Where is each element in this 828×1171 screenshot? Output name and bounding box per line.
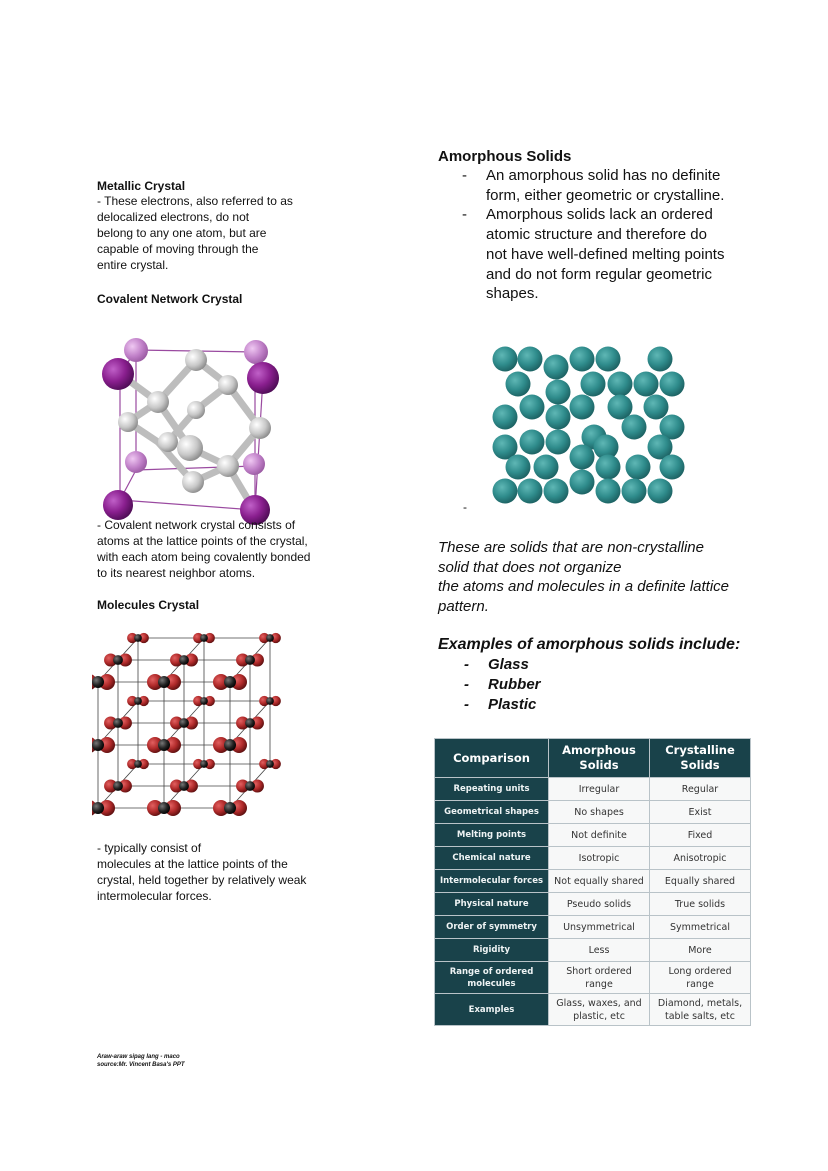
cell-text: table salts, etc (665, 1010, 735, 1022)
row-label (435, 870, 549, 893)
text-line: These are solids that are non-crystalline (438, 539, 704, 556)
crystalline-value (650, 778, 751, 801)
cell-text: Irregular (578, 783, 620, 795)
amorphous-value (549, 778, 650, 801)
amorphous-value (549, 962, 650, 994)
amorphous-value (549, 870, 650, 893)
cell-text: Physical nature (454, 899, 529, 909)
row-label (435, 916, 549, 939)
text-line: An amorphous solid has no definite (486, 167, 721, 184)
covalent-network-crystal-heading: Covalent Network Crystal (97, 292, 243, 306)
crystalline-value (650, 801, 751, 824)
cell-text: Isotropic (578, 852, 620, 864)
molecular-crystal-image (92, 630, 284, 835)
cell-text: Glass, waxes, and (556, 997, 642, 1009)
cell-text: No shapes (574, 806, 624, 818)
table-row (435, 778, 751, 801)
cell-text: Repeating units (453, 784, 530, 794)
cell-text: Equally shared (664, 875, 736, 887)
dash-marker: - (462, 206, 467, 224)
table-row (435, 962, 751, 994)
text-line: crystal, held together by relatively weak (97, 873, 307, 887)
row-label (435, 778, 549, 801)
amorphous-value (549, 994, 650, 1026)
cell-text: Short ordered (566, 965, 632, 977)
dash-marker: - (464, 696, 469, 713)
text-line: - These electrons, also referred to as (97, 194, 293, 208)
cell-text: Long ordered (668, 965, 732, 977)
example-item (438, 675, 638, 695)
header-amorphous (549, 739, 650, 778)
amorphous-value (549, 893, 650, 916)
comparison-table (434, 738, 751, 1026)
amorphous-value (549, 847, 650, 870)
header-text: Solids (680, 758, 720, 772)
dash-marker: - (464, 676, 469, 693)
row-label (435, 824, 549, 847)
covalent-crystal-image (98, 330, 283, 525)
header-comparison (435, 739, 549, 778)
cell-text: Exist (688, 806, 712, 818)
cell-text: More (688, 944, 712, 956)
cell-text: Rigidity (472, 945, 511, 955)
example-item (438, 655, 638, 675)
footer-tagline: Araw-araw sipag lang - maco (97, 1054, 180, 1060)
cell-text: Anisotropic (673, 852, 727, 864)
dash-marker: - (462, 167, 467, 184)
table-row (435, 847, 751, 870)
crystalline-value (650, 994, 751, 1026)
cell-text: Regular (681, 783, 719, 795)
amorphous-value (549, 824, 650, 847)
text-line: shapes. (486, 285, 539, 303)
row-label (435, 847, 549, 870)
text-line: entire crystal. (97, 258, 169, 272)
table-row (435, 939, 751, 962)
crystalline-value (650, 824, 751, 847)
cell-text: Range of ordered (449, 966, 534, 977)
text-line: Amorphous solids lack an ordered (486, 206, 713, 224)
cell-text: Diamond, metals, (657, 997, 743, 1009)
crystalline-value (650, 847, 751, 870)
cell-text: Unsymmetrical (563, 921, 635, 933)
molecules-crystal-description (97, 840, 337, 904)
crystalline-value (650, 962, 751, 994)
header-text: Crystalline (665, 743, 735, 757)
cell-text: Less (588, 944, 610, 956)
text-line: capable of moving through the (97, 242, 259, 256)
header-crystalline (650, 739, 751, 778)
header-text: Comparison (453, 750, 530, 765)
cell-text: Order of symmetry (446, 922, 537, 932)
row-label (435, 994, 549, 1026)
example-label: Glass (488, 656, 529, 673)
metallic-crystal-heading: Metallic Crystal (97, 179, 186, 193)
crystalline-value (650, 939, 751, 962)
text-line: - typically consist of (97, 841, 202, 855)
row-label (435, 962, 549, 994)
cell-text: True solids (674, 898, 726, 910)
text-line: solid that does not organize (438, 558, 622, 576)
text-line: to its nearest neighbor atoms. (97, 566, 256, 580)
table-row (435, 801, 751, 824)
amorphous-value (549, 916, 650, 939)
table-header-row (435, 739, 751, 778)
crystalline-value (650, 916, 751, 939)
header-text: Amorphous (562, 743, 636, 757)
row-label (435, 801, 549, 824)
cell-text: Geometrical shapes (444, 807, 539, 817)
text-line: belong to any one atom, but are (97, 226, 267, 240)
text-line: not have well-defined melting points (486, 245, 725, 263)
cell-text: Not definite (571, 829, 627, 841)
text-line: intermolecular forces. (97, 889, 212, 903)
cell-text: range (585, 978, 613, 990)
cell-text: Fixed (687, 829, 713, 841)
metallic-crystal-section (97, 179, 337, 273)
example-item (438, 695, 638, 715)
footer-source: source:Mr. Vincent Basa's PPT (97, 1062, 185, 1068)
cell-text: Chemical nature (452, 853, 531, 863)
cell-text: plastic, etc (573, 1010, 625, 1022)
text-line: with each atom being covalently bonded (97, 550, 311, 564)
text-line: atoms at the lattice points of the crystal, (97, 534, 308, 548)
table-row (435, 916, 751, 939)
text-line: atomic structure and therefore do (486, 226, 707, 244)
amorphous-solids-heading: Amorphous Solids (438, 148, 572, 165)
cell-text: Symmetrical (670, 921, 730, 933)
header-text: Solids (579, 758, 619, 772)
row-label (435, 893, 549, 916)
amorphous-solids-bullets (438, 166, 758, 304)
crystalline-value (650, 893, 751, 916)
metallic-crystal-description (97, 193, 337, 273)
table-row (435, 893, 751, 916)
text-line: and do not form regular geometric (486, 265, 712, 283)
table-row (435, 870, 751, 893)
dash-marker: - (464, 656, 469, 673)
amorphous-value (549, 939, 650, 962)
text-line: form, either geometric or crystalline. (486, 186, 725, 204)
table-row (435, 994, 751, 1026)
amorphous-definition (438, 538, 778, 617)
text-line: the atoms and molecules in a definite lattice (438, 578, 729, 596)
stray-dash: - (463, 500, 467, 514)
covalent-network-crystal-description (97, 517, 337, 581)
cell-text: Not equally shared (554, 875, 644, 887)
example-label: Plastic (488, 696, 537, 713)
text-line: - Covalent network crystal consists of (97, 518, 296, 532)
cell-text: Examples (468, 1004, 515, 1015)
text-line: pattern. (438, 598, 489, 616)
cell-text: molecules (467, 978, 516, 989)
footer-credits (97, 1053, 185, 1069)
amorphous-solid-image (488, 343, 690, 509)
bullet-item (438, 205, 758, 304)
bullet-item (438, 166, 758, 205)
text-line: delocalized electrons, do not (97, 210, 250, 224)
cell-text: Pseudo solids (566, 898, 632, 910)
table-row (435, 824, 751, 847)
cell-text: Melting points (456, 830, 527, 840)
crystalline-value (650, 870, 751, 893)
example-label: Rubber (488, 676, 541, 693)
examples-list (438, 655, 638, 715)
cell-text: range (686, 978, 714, 990)
comparison-table-container (434, 738, 751, 1026)
molecules-crystal-heading: Molecules Crystal (97, 598, 200, 612)
text-line: molecules at the lattice points of the (97, 857, 288, 871)
examples-heading: Examples of amorphous solids include: (438, 636, 741, 653)
cell-text: Intermolecular forces (439, 876, 544, 886)
row-label (435, 939, 549, 962)
amorphous-value (549, 801, 650, 824)
